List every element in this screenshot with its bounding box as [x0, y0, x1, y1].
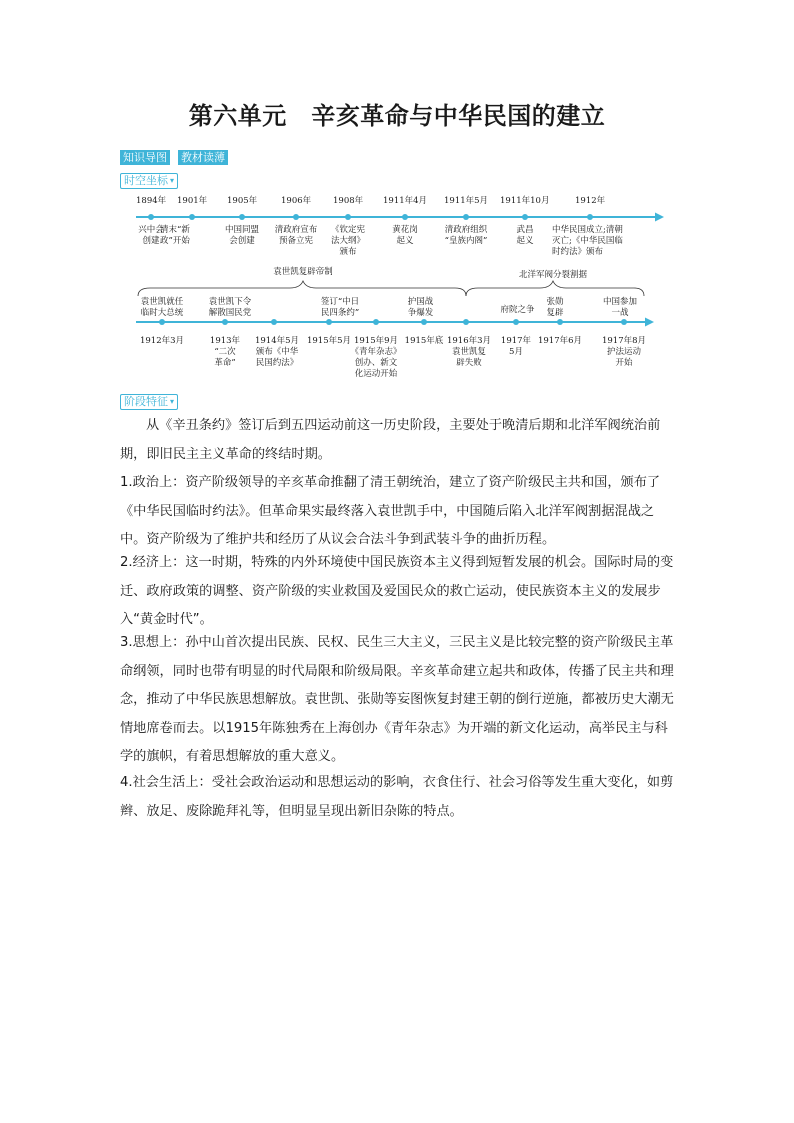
t1-year: 1912年 — [575, 196, 606, 206]
t2-date: 1913年 “二次 革命” — [209, 336, 241, 368]
t2-date: 1915年5月 — [306, 336, 352, 346]
t2-event: 护国战 争爆发 — [407, 297, 434, 318]
t1-event: 清政府组织 “皇族内阁” — [444, 225, 488, 246]
t1-event: 清政府宣布 预备立宪 — [274, 225, 318, 246]
arrow-down-icon: ▾ — [170, 397, 175, 406]
arrow-down-icon: ▾ — [170, 176, 175, 185]
t2-event: 张勋 复辟 — [546, 297, 564, 318]
t1-year: 1911年4月 — [383, 196, 428, 206]
t2-date: 1917年8月 护法运动 开始 — [601, 336, 647, 368]
t1-event: 黄花岗 起义 — [392, 225, 418, 246]
t2-event: 府院之争 — [500, 305, 535, 315]
t1-year: 1906年 — [281, 196, 312, 206]
social-life-paragraph: 4.社会生活上：受社会政治运动和思想运动的影响，衣食住行、社会习俗等发生重大变化，如剪辫、放足、废除跪拜礼等，但明显呈现出新旧杂陈的特点。 — [120, 775, 674, 819]
t2-date: 1916年3月 袁世凯复 辟失败 — [446, 336, 492, 368]
stage-features-label: 阶段特征 — [124, 395, 168, 408]
stage-features-tag — [120, 394, 178, 410]
thought-paragraph: 3.思想上：孙中山首次提出民族、民权、民生三大主义，三民主义是比较完整的资产阶级民主革命纲领，同时也带有明显的时代局限和阶级局限。辛亥革命建立起共和政体，传播了民主共和理念，推动了中华民族思想解放。袁世凯、张勋等妄图恢复封建王朝的倒行逆施，都被历史大潮无情地席卷而去。以1915年陈独秀在上海创办《青年杂志》为开端的新文化运动，高举民主与科学的旗帜，有着思想解放的重大意义。 — [120, 635, 674, 764]
t1-event: 武昌 起义 — [516, 225, 534, 246]
t2-date: 1915年底 — [404, 336, 444, 346]
t2-date: 1917年6月 — [537, 336, 583, 346]
t2-date: 1912年3月 — [139, 336, 185, 346]
t1-event: 兴中会 创建 — [138, 225, 164, 246]
timeline-braces — [138, 281, 644, 296]
t1-year: 1894年 — [136, 196, 167, 206]
brace-label-warlords: 北洋军阀分裂割据 — [518, 270, 587, 280]
t2-event: 袁世凯就任 临时大总统 — [140, 297, 184, 318]
politics-paragraph: 1.政治上：资产阶级领导的辛亥革命推翻了清王朝统治，建立了资产阶级民主共和国，颁布了《中华民国临时约法》。但革命果实最终落入袁世凯手中，中国随后陷入北洋军阀割据混战之中。资产阶级为了维护共和经历了从议会合法斗争到武装斗争的曲折历程。 — [120, 475, 661, 547]
knowledge-map-tag: 知识导图 — [120, 150, 170, 165]
t1-year: 1911年10月 — [500, 196, 550, 206]
t1-event: 《钦定宪 法大纲》 颁布 — [330, 225, 365, 257]
textbook-reading-tag: 教材读薄 — [178, 150, 228, 165]
t1-year: 1905年 — [227, 196, 258, 206]
t1-event: 清末“新 政”开始 — [160, 225, 190, 246]
time-coordinates-label: 时空坐标 — [124, 174, 168, 187]
t2-event: 签订“中日 民四条约” — [320, 297, 360, 318]
intro-paragraph: 从《辛丑条约》签订后到五四运动前这一历史阶段，主要处于晚清后期和北洋军阀统治前期，即旧民主主义革命的终结时期。 — [120, 418, 661, 462]
t2-date: 1917年 5月 — [500, 336, 532, 357]
t1-year: 1901年 — [177, 196, 208, 206]
t2-event: 中国参加 一战 — [602, 297, 637, 318]
t1-year: 1908年 — [333, 196, 364, 206]
t2-event: 袁世凯下令 解散国民党 — [208, 297, 252, 318]
t1-year: 1911年5月 — [444, 196, 489, 206]
economy-paragraph: 2.经济上：这一时期，特殊的内外环境使中国民族资本主义得到短暂发展的机会。国际时局的变迁、政府政策的调整、资产阶级的实业救国及爱国民众的救亡运动，使民族资本主义的发展步入“黄金时代”。 — [120, 555, 674, 627]
t1-event: 中国同盟 会创建 — [224, 225, 259, 246]
timeline-1-axis — [136, 213, 664, 222]
t2-date: 1914年5月 颁布《中华 民国约法》 — [254, 336, 300, 368]
brace-label-restoration: 袁世凯复辟帝制 — [273, 267, 333, 277]
t1-event: 中华民国成立;清朝 灭亡;《中华民国临 时约法》颁布 — [552, 225, 623, 257]
page-title: 第六单元 辛亥革命与中华民国的建立 — [188, 102, 606, 130]
t2-date: 1915年9月 《青年杂志》 创办、新文 化运动开始 — [350, 336, 402, 379]
